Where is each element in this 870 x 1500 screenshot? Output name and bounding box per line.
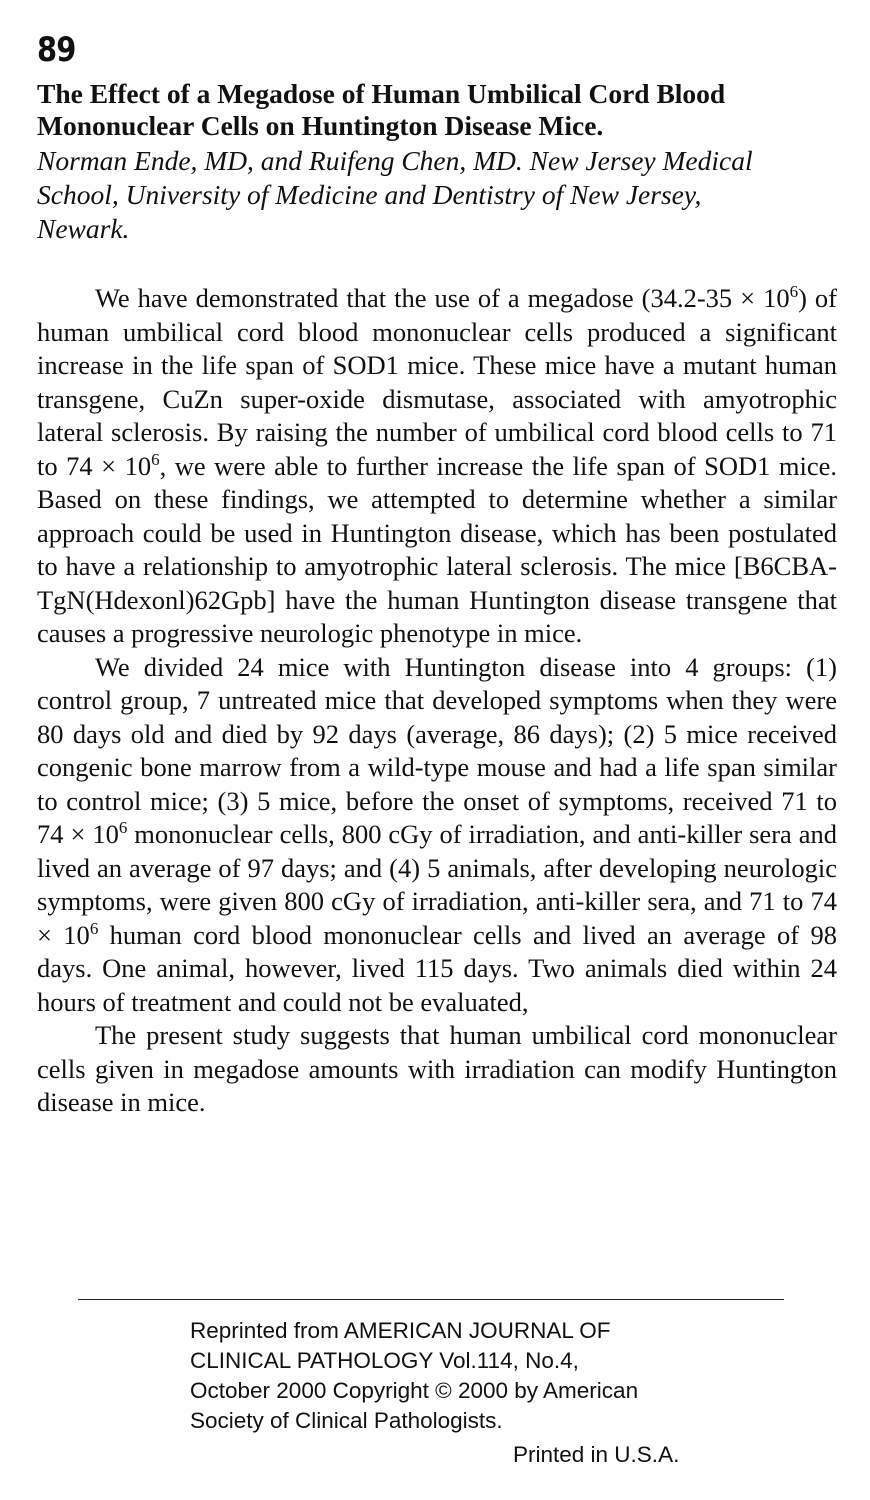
authors-line: School, University of Medicine and Dentistry of New Jersey, (37, 179, 702, 210)
superscript: 6 (151, 449, 160, 469)
text-run: human cord blood mononuclear cells and lived an average of 98 days. One animal, however, lived 115 days. Two animals died within 24 hours of treatment and could not be evaluated, (37, 919, 837, 1017)
text-run: We divided 24 mice with Huntington disease into 4 groups: (1) control group, 7 untreated mice that developed symptoms when they were 80 days old and died by 92 days (average, 86 days); (2) 5 mice received congenic bone marrow from a wild-type mouse and had a life span similar to control mice; (3) 5 mice, before the onset of symptoms, received 71 to 74 × 10 (37, 651, 837, 849)
abstract-number: 89 (37, 30, 76, 70)
reprint-notice (190, 1316, 710, 1436)
reprint-line: October 2000 Copyright © 2000 by American (190, 1378, 639, 1403)
text-run: mononuclear cells, 800 cGy of irradiation, and anti-killer sera and lived an average of 97 days; and (4) 5 animals, after developing neurologic symptoms, were given 800 cGy of irradiation, anti-killer sera, and 71 to 74 × 10 (37, 819, 837, 950)
footer-divider (78, 1299, 784, 1300)
superscript: 6 (118, 818, 128, 837)
text-run: ) of human umbilical cord blood mononuclear cells produced a significant increase in the life span of SOD1 mice. These mice have a mutant human transgene, CuZn super-oxide dismutase, associated with amyotrophic lateral sclerosis. By raising the number of umbilical cord blood cells to 71 to 74 × 10 (37, 283, 838, 481)
title-line: Mononuclear Cells on Huntington Disease Mice. (37, 110, 604, 141)
text-run: , we were able to further increase the life span of SOD1 mice. Based on these findings, we attempted to determine whether a similar approach could be used in Huntington disease, which has been postulated to have a relationship to amyotrophic lateral sclerosis. The mice [B6CBA-TgN(Hdexonl)62Gpb] have the human Huntington disease transgene that causes a progressive neurologic phenotype in mice. (37, 450, 837, 648)
body-paragraph (37, 282, 837, 651)
authors-line: Newark. (37, 213, 130, 244)
reprint-line: Society of Clinical Pathologists. (190, 1408, 503, 1433)
abstract-body (37, 282, 837, 1120)
abstract-authors (37, 144, 807, 246)
title-line: The Effect of a Megadose of Human Umbilical Cord Blood (37, 78, 726, 109)
abstract-page (37, 30, 837, 1120)
body-paragraph: The present study suggests that human umbilical cord mononuclear cells given in megadose amounts with irradiation can modify Huntington disease in mice. (37, 1020, 837, 1117)
printed-in: Printed in U.S.A. (513, 1442, 680, 1467)
authors-line: Norman Ende, MD, and Ruifeng Chen, MD. New Jersey Medical (37, 145, 753, 176)
abstract-title (37, 78, 797, 142)
superscript: 6 (789, 282, 799, 301)
body-paragraph (37, 651, 837, 1020)
reprint-line: CLINICAL PATHOLOGY Vol.114, No.4, (190, 1348, 579, 1373)
superscript: 6 (89, 918, 99, 938)
text-run: We have demonstrated that the use of a megadose (34.2-35 × 10 (95, 283, 790, 313)
reprint-line: Reprinted from AMERICAN JOURNAL OF (190, 1318, 611, 1343)
